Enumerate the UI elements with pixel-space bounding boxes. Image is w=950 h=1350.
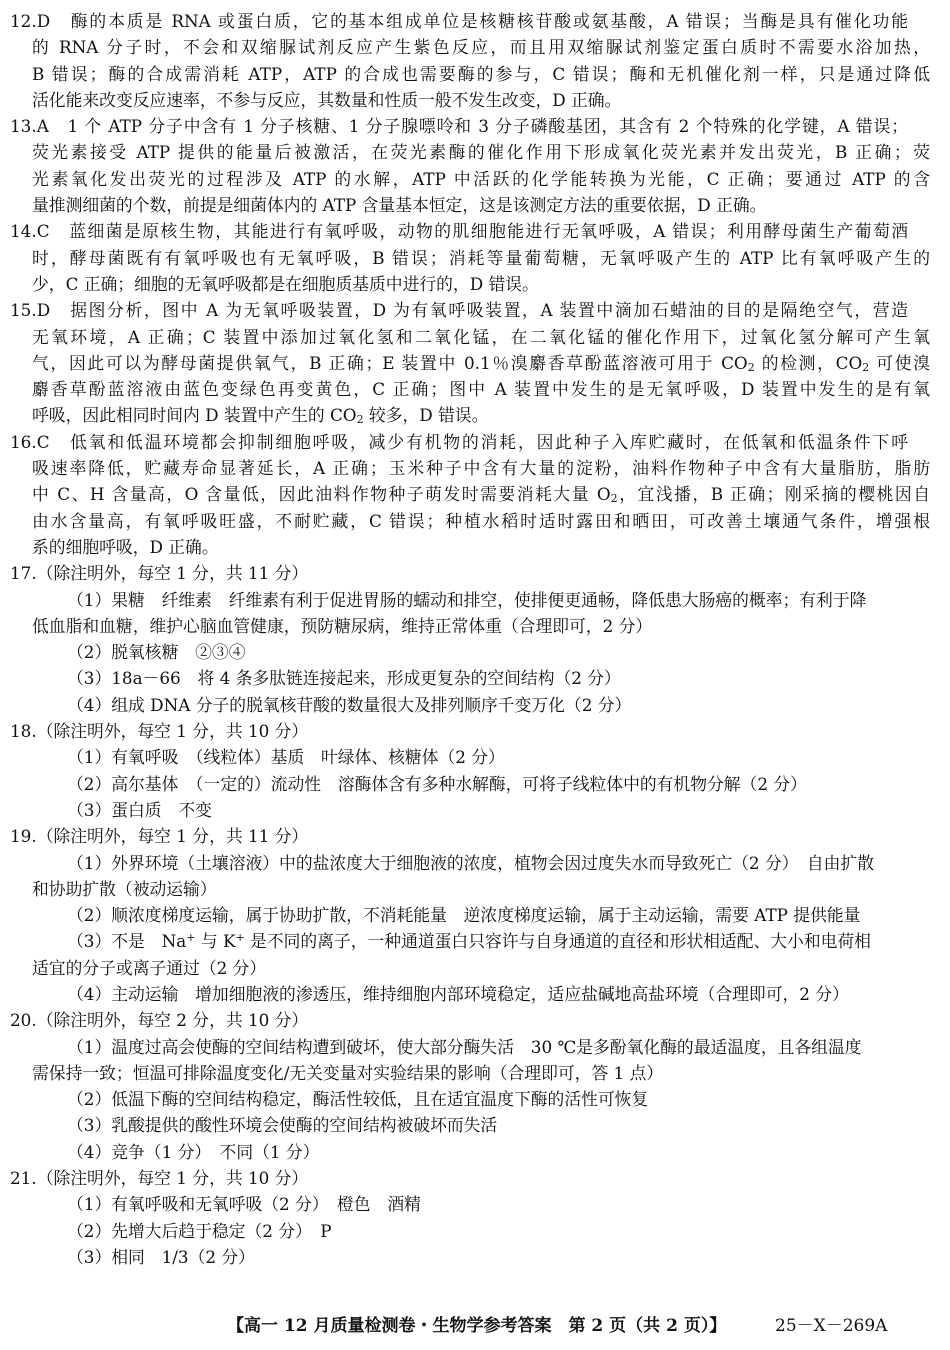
answer-line-q21-2: （2）先增大后趋于稳定（2 分） P xyxy=(67,1220,332,1241)
answer-line-q17-4: （4）组成 DNA 分子的脱氧核苷酸的数量很大及排列顺序千变万化（2 分） xyxy=(67,694,632,715)
answer-line-q20h: 20.（除注明外，每空 2 分，共 10 分） xyxy=(10,1010,309,1031)
answer-line-q21-3: （3）相同 1/3（2 分） xyxy=(67,1246,255,1267)
answer-line-q20-2: （2）低温下酶的空间结构稳定，酶活性较低，且在适宜温度下酶的活性可恢复 xyxy=(67,1089,649,1110)
answer-line-q16c: 中 C、H 含量高，O 含量低，因此油料作物种子萌发时需要消耗大量 $O_2$，宜浅播，B 正确；刚采摘的樱桃因自 xyxy=(32,484,930,506)
footer-title: 【高一 12 月质量检测卷・生物学参考答案 第 2 页（共 2 页）】 xyxy=(227,1316,727,1336)
answer-line-q19-1a: （1）外界环境（土壤溶液）中的盐浓度大于细胞液的浓度，植物会因过度失水而导致死亡（2 分） 自由扩散 xyxy=(67,852,875,873)
answer-line-q18-2: （2）高尔基体 （一定的）流动性 溶酶体含有多种水解酶，可将子线粒体中的有机物分解（2 分） xyxy=(67,773,807,794)
answer-line-q18h: 18.（除注明外，每空 1 分，共 10 分） xyxy=(10,721,309,742)
answer-line-q17-3: （3）18a－66 将 4 条多肽链连接起来，形成更复杂的空间结构（2 分） xyxy=(67,668,621,689)
answer-line-q20-1b: 需保持一致；恒温可排除温度变化/无关变量对实验结果的影响（合理即可，答 1 点） xyxy=(32,1062,664,1083)
answer-line-q16b: 吸速率降低，贮藏寿命显著延长，A 正确；玉米种子中含有大量的淀粉，油料作物种子中含有大量脂肪，脂肪 xyxy=(32,458,930,479)
answer-line-q16a: 16.C 低氧和低温环境都会抑制细胞呼吸，减少有机物的消耗，因此种子入库贮藏时，在低氧和低温条件下呼 xyxy=(10,431,908,452)
answer-line-q18-1: （1）有氧呼吸 （线粒体）基质 叶绿体、核糖体（2 分） xyxy=(67,747,505,768)
answer-line-q14a: 14.C 蓝细菌是原核生物，其能进行有氧呼吸，动物的肌细胞能进行无氧呼吸，A 错误；利用酵母菌生产葡萄酒 xyxy=(10,221,908,242)
answer-line-q19-1b: 和协助扩散（被动运输） xyxy=(32,878,217,899)
answer-line-q12b: 的 RNA 分子时，不会和双缩脲试剂反应产生紫色反应，而且用双缩脲试剂鉴定蛋白质时不需要水浴加热， xyxy=(32,37,930,58)
answer-line-q19-2: （2）顺浓度梯度运输，属于协助扩散，不消耗能量 逆浓度梯度运输，属于主动运输，需要 ATP 提供能量 xyxy=(67,905,861,926)
answer-line-q16e: 系的细胞呼吸，D 正确。 xyxy=(32,536,219,557)
answer-line-q12a: 12.D 酶的本质是 RNA 或蛋白质，它的基本组成单位是核糖核苷酸或氨基酸，A 错误；当酶是具有催化功能 xyxy=(10,11,908,31)
answer-line-q17h: 17.（除注明外，每空 1 分，共 11 分） xyxy=(10,563,309,584)
answer-line-q19h: 19.（除注明外，每空 1 分，共 11 分） xyxy=(10,826,309,847)
answer-content xyxy=(0,8,950,1270)
answer-line-q19-3b: 适宜的分子或离子通过（2 分） xyxy=(32,957,267,978)
answer-line-q12d: 活化能来改变反应速率，不参与反应，其数量和性质一般不发生改变，D 正确。 xyxy=(32,89,622,110)
answer-line-q15c: 气，因此可以为酵母菌提供氧气，B 正确；E 装置中 0.1％溴麝香草酚蓝溶液可用于 $CO_2$ 的检测，$CO_2$ 可使溴 xyxy=(32,352,930,374)
answer-line-q21-1: （1）有氧呼吸和无氧呼吸（2 分） 橙色 酒精 xyxy=(67,1194,421,1215)
answer-line-q19-3a: （3）不是 Na+ 与 K+ 是不同的离子，一种通道蛋白只容许与自身通道的直径和形状相适配、大小和电荷相 xyxy=(67,931,871,952)
page-footer xyxy=(0,1313,950,1339)
answer-line-q14b: 时，酵母菌既有有氧呼吸也有无氧呼吸，B 错误；消耗等量葡萄糖，无氧呼吸产生的 ATP 比有氧呼吸产生的 xyxy=(32,247,930,268)
answer-line-q15a: 15.D 据图分析，图中 A 为无氧呼吸装置，D 为有氧呼吸装置，A 装置中滴加石蜡油的目的是隔绝空气，营造 xyxy=(10,300,908,321)
answer-line-q19-4: （4）主动运输 增加细胞液的渗透压，维持细胞内部环境稳定，适应盐碱地高盐环境（合理即可，2 分） xyxy=(67,983,849,1004)
answer-line-q20-1a: （1）温度过高会使酶的空间结构遭到破坏，使大部分酶失活 30 ℃是多酚氧化酶的最适温度，且各组温度 xyxy=(67,1036,862,1057)
answer-line-q21h: 21.（除注明外，每空 1 分，共 10 分） xyxy=(10,1168,309,1189)
answer-line-q18-3: （3）蛋白质 不变 xyxy=(67,799,212,820)
answer-line-q20-4: （4）竞争（1 分） 不同（1 分） xyxy=(67,1141,320,1162)
answer-line-q13b: 荧光素接受 ATP 提供的能量后被激活，在荧光素酶的催化作用下形成氧化荧光素并发出荧光，B 正确；荧 xyxy=(32,142,930,163)
answer-line-q15d: 麝香草酚蓝溶液由蓝色变绿色再变黄色，C 正确；图中 A 装置中发生的是无氧呼吸，D 装置中发生的是有氧 xyxy=(32,379,930,400)
answer-line-q13a: 13.A 1 个 ATP 分子中含有 1 分子核糖、1 分子腺嘌呤和 3 分子磷酸基团，其含有 2 个特殊的化学键，A 错误； xyxy=(10,116,908,137)
answer-line-q12c: B 错误；酶的合成需消耗 ATP，ATP 的合成也需要酶的参与，C 错误；酶和无机催化剂一样，只是通过降低 xyxy=(32,63,930,84)
answer-line-q17-1a: （1）果糖 纤维素 纤维素有利于促进胃肠的蠕动和排空，使排便更通畅，降低患大肠癌的概率；有利于降 xyxy=(67,589,867,610)
answer-line-q16d: 由水含量高，有氧呼吸旺盛，不耐贮藏，C 错误；种植水稻时适时露田和晒田，可改善土壤通气条件，增强根 xyxy=(32,510,930,531)
answer-line-q15e: 呼吸，因此相同时间内 D 装置中产生的 $CO_2$ 较多，D 错误。 xyxy=(32,405,489,427)
answer-line-q14c: 少，C 正确；细胞的无氧呼吸都是在细胞质基质中进行的，D 错误。 xyxy=(32,273,539,294)
answer-line-q20-3: （3）乳酸提供的酸性环境会使酶的空间结构被破坏而失活 xyxy=(67,1115,498,1136)
answer-line-q17-1b: 低血脂和血糖，维护心脑血管健康，预防糖尿病，维持正常体重（合理即可，2 分） xyxy=(32,615,653,636)
footer-doc-code: 25－X－269A xyxy=(775,1316,888,1336)
answer-line-q13d: 量推测细菌的个数，前提是细菌体内的 ATP 含量基本恒定，这是该测定方法的重要依据，D 正确。 xyxy=(32,195,767,216)
answer-line-q13c: 光素氧化发出荧光的过程涉及 ATP 的水解，ATP 中活跃的化学能转换为光能，C 正确；要通过 ATP 的含 xyxy=(32,168,930,189)
answer-line-q15b: 无氧环境，A 正确；C 装置中添加过氧化氢和二氧化锰，在二氧化锰的催化作用下，过氧化氢分解可产生氧 xyxy=(32,326,930,347)
answer-line-q17-2: （2）脱氧核糖 ②③④ xyxy=(67,642,246,663)
